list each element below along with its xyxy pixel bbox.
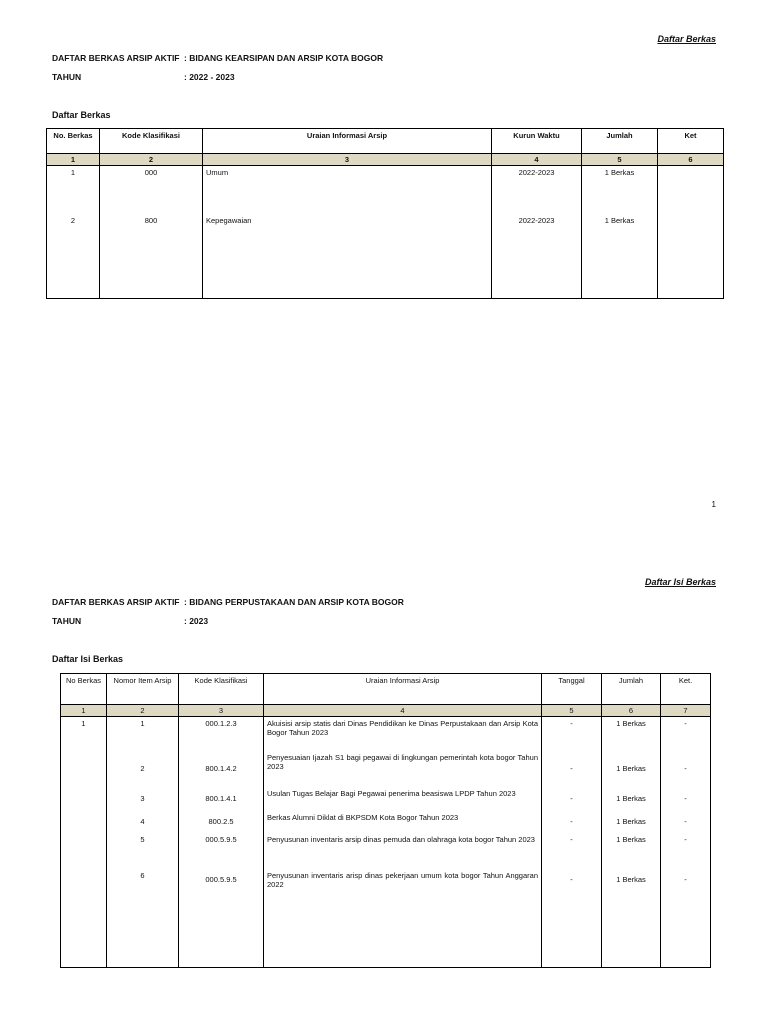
cell: 4: [107, 811, 179, 833]
column-header: Jumlah: [582, 129, 658, 154]
corner-title: Daftar Berkas: [657, 34, 716, 44]
column-header: Ket: [658, 129, 724, 154]
column-number: 4: [264, 705, 542, 717]
column-number: 1: [61, 705, 107, 717]
header-row-2: [52, 616, 208, 626]
cell: Penyusunan inventaris arsip dinas pemuda dan olahraga kota bogor Tahun 2023: [264, 833, 542, 869]
table-row: [47, 214, 724, 298]
daftar-isi-berkas-table: [60, 673, 711, 968]
cell: -: [661, 787, 711, 811]
cell: -: [542, 787, 602, 811]
column-number: 2: [107, 705, 179, 717]
cell: 2: [107, 751, 179, 787]
cell: 1 Berkas: [602, 833, 661, 869]
cell: 1 Berkas: [602, 751, 661, 787]
column-header: Kode Klasifikasi: [179, 674, 264, 705]
cell: 6: [107, 869, 179, 967]
cell: 1: [47, 166, 100, 214]
daftar-berkas-table: [46, 128, 724, 299]
cell: 800.1.4.2: [179, 751, 264, 787]
cell: 000.5.9.5: [179, 869, 264, 967]
table-row: [61, 833, 711, 869]
cell: 000: [100, 166, 203, 214]
column-header: Ket.: [661, 674, 711, 705]
cell: 2022-2023: [492, 166, 582, 214]
table-header-row: [61, 674, 711, 705]
column-number-row: [61, 705, 711, 717]
header-label: TAHUN: [52, 616, 82, 626]
cell: 1 Berkas: [602, 787, 661, 811]
cell: -: [542, 717, 602, 751]
table-header-row: [47, 129, 724, 154]
cell: -: [542, 811, 602, 833]
corner-title: Daftar Isi Berkas: [644, 577, 716, 587]
cell: 1 Berkas: [602, 869, 661, 967]
cell: [61, 811, 107, 833]
cell: [61, 833, 107, 869]
cell: Usulan Tugas Belajar Bagi Pegawai penerima beasiswa LPDP Tahun 2023: [264, 787, 542, 811]
column-header: Jumlah: [602, 674, 661, 705]
column-number: 1: [47, 154, 100, 166]
cell: Penyusunan inventaris arisp dinas pekerjaan umum kota bogor Tahun Anggaran 2022: [264, 869, 542, 967]
cell: 1 Berkas: [602, 811, 661, 833]
table-bottom-border: [61, 967, 711, 968]
cell: [658, 214, 724, 298]
header-row-2: [52, 72, 235, 82]
page-2: [0, 540, 768, 1024]
cell: [61, 751, 107, 787]
header-value: : BIDANG KEARSIPAN DAN ARSIP KOTA BOGOR: [184, 53, 384, 63]
table-row: [61, 751, 711, 787]
column-header: Uraian Informasi Arsip: [203, 129, 492, 154]
cell: -: [542, 869, 602, 967]
table-row: [47, 166, 724, 214]
cell: 2: [47, 214, 100, 298]
header-label: DAFTAR BERKAS ARSIP AKTIF: [52, 53, 180, 63]
cell: Umum: [203, 166, 492, 214]
cell: -: [661, 751, 711, 787]
column-header: Tanggal: [542, 674, 602, 705]
header-label: DAFTAR BERKAS ARSIP AKTIF: [52, 597, 180, 607]
column-header: Kurun Waktu: [492, 129, 582, 154]
cell: -: [661, 717, 711, 751]
header-row-1: [52, 597, 404, 607]
header-label: TAHUN: [52, 72, 82, 82]
cell: [658, 166, 724, 214]
column-header: Nomor Item Arsip: [107, 674, 179, 705]
section-title: Daftar Berkas: [52, 110, 111, 120]
cell: [61, 869, 107, 967]
column-number: 3: [179, 705, 264, 717]
cell: 2022-2023: [492, 214, 582, 298]
cell: -: [661, 811, 711, 833]
cell: 000.5.9.5: [179, 833, 264, 869]
column-header: No. Berkas: [47, 129, 100, 154]
cell: Penyesuaian Ijazah S1 bagi pegawai di lingkungan pemerintah kota bogor Tahun 2023: [264, 751, 542, 787]
cell: [61, 787, 107, 811]
cell: -: [542, 751, 602, 787]
cell: 1 Berkas: [582, 166, 658, 214]
column-number: 5: [542, 705, 602, 717]
header-value: : BIDANG PERPUSTAKAAN DAN ARSIP KOTA BOGOR: [184, 597, 404, 607]
cell: 1: [107, 717, 179, 751]
column-header: No Berkas: [61, 674, 107, 705]
cell: Akuisisi arsip statis dari Dinas Pendidikan ke Dinas Perpustakaan dan Arsip Kota Bogor Tahun 2023: [264, 717, 542, 751]
cell: 1 Berkas: [602, 717, 661, 751]
table-row: [61, 717, 711, 751]
table-row: [61, 869, 711, 967]
column-number-row: [47, 154, 724, 166]
header-value: : 2023: [184, 616, 209, 626]
table-row: [61, 811, 711, 833]
header-value: : 2022 - 2023: [184, 72, 235, 82]
cell: -: [661, 833, 711, 869]
cell: 800: [100, 214, 203, 298]
cell: 800.2.5: [179, 811, 264, 833]
cell: 800.1.4.1: [179, 787, 264, 811]
column-number: 3: [203, 154, 492, 166]
section-title: Daftar Isi Berkas: [52, 654, 124, 664]
column-number: 4: [492, 154, 582, 166]
cell: -: [542, 833, 602, 869]
cell: Kepegawaian: [203, 214, 492, 298]
column-number: 6: [602, 705, 661, 717]
cell: 1 Berkas: [582, 214, 658, 298]
column-number: 5: [582, 154, 658, 166]
cell: 1: [61, 717, 107, 751]
column-header: Uraian Informasi Arsip: [264, 674, 542, 705]
header-row-1: [52, 53, 383, 63]
page-number: 1: [711, 500, 716, 509]
column-header: Kode Klasifikasi: [100, 129, 203, 154]
cell: 000.1.2.3: [179, 717, 264, 751]
column-number: 2: [100, 154, 203, 166]
cell: -: [661, 869, 711, 967]
column-number: 7: [661, 705, 711, 717]
cell: 5: [107, 833, 179, 869]
cell: Berkas Alumni Diklat di BKPSDM Kota Bogor Tahun 2023: [264, 811, 542, 833]
table-row: [61, 787, 711, 811]
table-bottom-border: [47, 298, 724, 299]
column-number: 6: [658, 154, 724, 166]
cell: 3: [107, 787, 179, 811]
